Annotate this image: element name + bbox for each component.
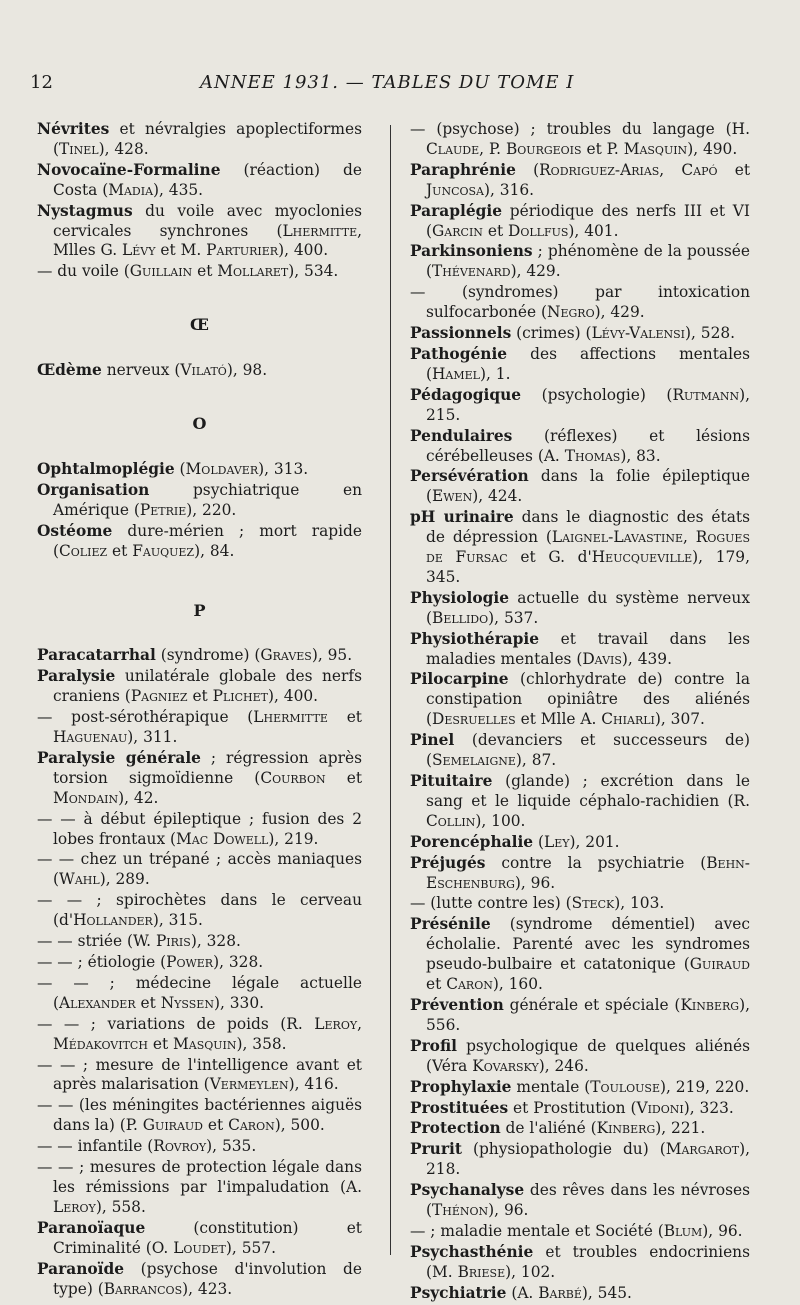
index-entry: — — à début épileptique ; fusion des 2 lobes frontaux (Mac Dowell), 219.	[37, 809, 362, 848]
index-entry: Paranoïaque (constitution) et Criminalité (O. Loudet), 557.	[37, 1218, 362, 1257]
index-entry: — post-sérothérapique (Lhermitte et Haguenau), 311.	[37, 708, 362, 747]
index-entry: — — chez un trépané ; accès maniaques (Wahl), 289.	[37, 850, 362, 889]
index-entry: Psychasthénie et troubles endocriniens (M. Briese), 102.	[410, 1242, 750, 1281]
index-entry: Pituitaire (glande) ; excrétion dans le sang et le liquide céphalo-rachidien (R. Collin), 100.	[410, 772, 750, 830]
index-entry: — — ; médecine légale actuelle (Alexander et Nyssen), 330.	[37, 973, 362, 1012]
index-entry: — — ; spirochètes dans le cerveau (d'Hollander), 315.	[37, 891, 362, 930]
index-entry: pH urinaire dans le diagnostic des états de dépression (Laignel-Lavastine, Rogues de Fursac et G. d'Heucqueville), 179, 345.	[410, 508, 750, 586]
index-entry: Physiothérapie et travail dans les maladies mentales (Davis), 439.	[410, 629, 750, 668]
running-title: ANNEE 1931. — TABLES DU TOME I	[200, 72, 575, 93]
index-entry: Ostéome dure-mérien ; mort rapide (Coliez et Fauquez), 84.	[37, 521, 362, 560]
index-entry: Paralysie générale ; régression après torsion sigmoïdienne (Courbon et Mondain), 42.	[37, 748, 363, 807]
index-entry: Ophtalmoplégie (Moldaver), 313.	[37, 459, 309, 478]
index-entry: Pinel (devanciers et successeurs de) (Semelaigne), 87.	[410, 731, 750, 770]
index-entry: Pendulaires (réflexes) et lésions cérébelleuses (A. Thomas), 83.	[410, 426, 750, 465]
section-letter-oe: Œ	[190, 315, 209, 335]
section-letter-o: O	[192, 414, 207, 434]
index-entry: — (psychose) ; troubles du langage (H. Claude, P. Bourgeois et P. Masquin), 490.	[410, 120, 750, 158]
index-entry: — — ; étiologie (Power), 328.	[37, 953, 264, 971]
index-entry: Prostituées et Prostitution (Vidoni), 323.	[410, 1098, 734, 1117]
index-entry: Psychanalyse des rêves dans les névroses (Thénon), 96.	[410, 1181, 750, 1220]
index-entry: Présénile (syndrome démentiel) avec écholalie. Parenté avec les syndromes pseudo-bulbaire et catatonique (Guiraud et Caron), 160.	[410, 915, 750, 994]
index-entry: Profil psychologique de quelques aliénés (Véra Kovarsky), 246.	[410, 1036, 750, 1075]
index-entry: Psychiatrie (A. Barbé), 545.	[410, 1283, 632, 1302]
index-entry: Paraplégie périodique des nerfs III et VI (Garcin et Dollfus), 401.	[410, 201, 750, 240]
page-number: 12	[30, 72, 53, 93]
left-column	[37, 120, 362, 1300]
index-entry: Parkinsoniens ; phénomène de la poussée (Thévenard), 429.	[410, 242, 750, 281]
index-entry: Prévention générale et spéciale (Kinberg), 556.	[410, 995, 750, 1034]
index-entry: Préjugés contre la psychiatrie (Behn-Eschenburg), 96.	[410, 853, 750, 892]
index-entry: Persévération dans la folie épileptique (Ewen), 424.	[410, 467, 750, 506]
index-entry: — du voile (Guillain et Mollaret), 534.	[37, 262, 339, 281]
index-entry: — (syndromes) par intoxication sulfocarbonée (Negro), 429.	[410, 283, 750, 322]
right-column	[410, 120, 750, 1305]
index-entry: Paracatarrhal (syndrome) (Graves), 95.	[37, 646, 353, 665]
section-letter-p: P	[193, 600, 206, 620]
index-entry: Paranoïde (psychose d'involution de type) (Barrancos), 423.	[37, 1259, 362, 1298]
index-entry: — — ; mesure de l'intelligence avant et après malarisation (Vermeylen), 416.	[37, 1055, 362, 1094]
index-entry: Nystagmus du voile avec myoclonies cervicales synchrones (Lhermitte, Mlles G. Lévy et M. Parturier), 400.	[37, 201, 362, 260]
index-entry: Organisation psychiatrique en Amérique (Petrie), 220.	[37, 480, 362, 519]
index-entry: Œdème nerveux (Vilató), 98.	[37, 361, 268, 380]
index-entry: Protection de l'aliéné (Kinberg), 221.	[410, 1119, 706, 1138]
index-entry: Pédagogique (psychologie) (Rutmann), 215.	[410, 385, 750, 424]
index-entry: Pilocarpine (chlorhydrate de) contre la constipation opiniâtre des aliénés (Desruelles et Mlle A. Chiarli), 307.	[410, 670, 750, 729]
index-entry: Prurit (physiopathologie du) (Margarot), 218.	[410, 1140, 750, 1179]
index-entry: Porencéphalie (Ley), 201.	[410, 832, 620, 851]
index-entry: Prophylaxie mentale (Toulouse), 219, 220.	[410, 1077, 750, 1096]
index-entry: — — striée (W. Piris), 328.	[37, 932, 241, 951]
index-entry: — — ; variations de poids (R. Leroy, Médakovitch et Masquin), 358.	[37, 1014, 362, 1053]
index-entry: Névrites et névralgies apoplectiformes (Tinel), 428.	[37, 120, 362, 158]
page-header	[30, 72, 770, 98]
index-entry: — — (les méningites bactériennes aiguës dans la) (P. Guiraud et Caron), 500.	[37, 1096, 362, 1135]
index-entry: — (lutte contre les) (Steck), 103.	[410, 894, 665, 913]
index-entry: Novocaïne-Formaline (réaction) de Costa (Madia), 435.	[37, 160, 362, 199]
index-entry: — ; maladie mentale et Société (Blum), 96.	[410, 1221, 743, 1240]
index-entry: Paraphrénie (Rodriguez-Arias, Capó et Juncosa), 316.	[410, 160, 750, 199]
index-entry: — — ; mesures de protection légale dans les rémissions par l'impaludation (A. Leroy), 558.	[37, 1158, 362, 1216]
column-divider	[390, 125, 391, 1255]
index-entry: Pathogénie des affections mentales (Hamel), 1.	[410, 344, 750, 383]
index-entry: — — infantile (Rovroy), 535.	[37, 1137, 257, 1156]
index-entry: Physiologie actuelle du système nerveux (Bellido), 537.	[410, 588, 750, 627]
index-entry: Paralysie unilatérale globale des nerfs craniens (Pagniez et Plichet), 400.	[37, 667, 362, 706]
index-entry: Passionnels (crimes) (Lévy-Valensi), 528.	[410, 324, 736, 343]
